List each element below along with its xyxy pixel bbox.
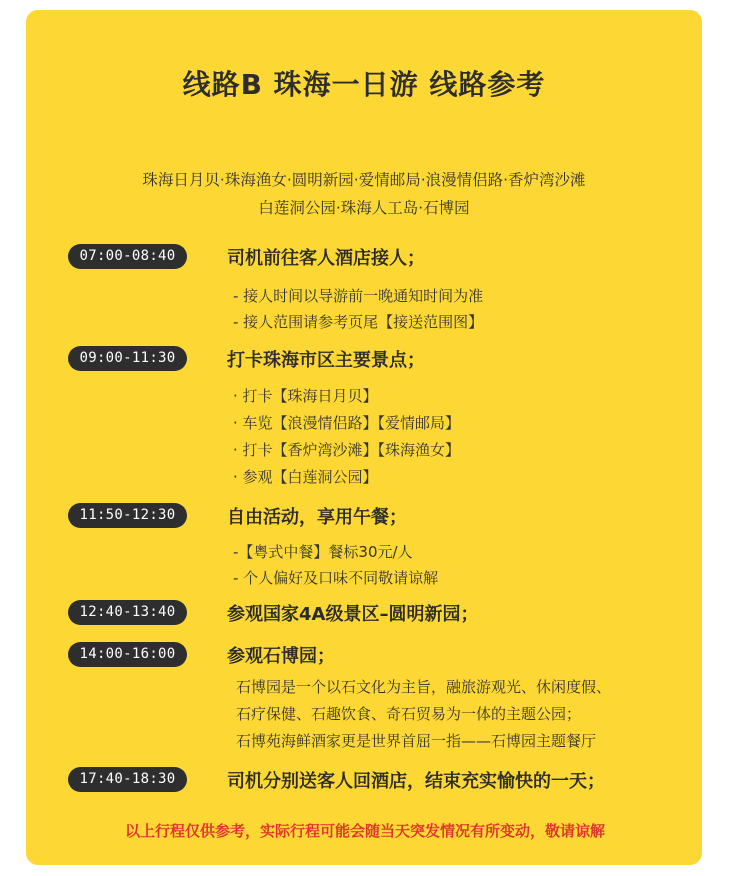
- schedule-heading: 参观国家4A级景区–圆明新园；: [227, 604, 479, 625]
- schedule-description: 石博园是一个以石文化为主旨，融旅游观光、休闲度假、: [236, 678, 612, 696]
- time-badge: 09:00-11:30: [68, 346, 187, 371]
- page-title: 线路B 珠海一日游 线路参考: [182, 68, 546, 101]
- schedule-item: · 打卡【香炉湾沙滩】【珠海渔女】: [233, 441, 461, 459]
- schedule-description: 石博苑海鲜酒家更是世界首屈一指——石博园主题餐厅: [236, 732, 597, 750]
- disclaimer-note: 以上行程仅供参考，实际行程可能会随当天突发情况有所变动，敬请谅解: [124, 822, 605, 840]
- schedule-item: - 个人偏好及口味不同敬请谅解: [233, 569, 439, 587]
- schedule-item: · 参观【白莲洞公园】: [233, 468, 378, 486]
- time-badge: 14:00-16:00: [68, 642, 187, 667]
- schedule-heading: 参观石博园；: [227, 646, 335, 667]
- attractions-line-2: 白莲洞公园·珠海人工岛·石博园: [258, 199, 470, 217]
- attractions-line-1: 珠海日月贝·珠海渔女·圆明新园·爱情邮局·浪漫情侣路·香炉湾沙滩: [142, 171, 586, 189]
- schedule-heading: 司机分别送客人回酒店，结束充实愉快的一天；: [227, 771, 605, 792]
- time-badge: 07:00-08:40: [68, 244, 187, 269]
- schedule-heading: 打卡珠海市区主要景点；: [227, 350, 425, 371]
- time-badge: 11:50-12:30: [68, 503, 187, 528]
- time-badge: 12:40-13:40: [68, 600, 187, 625]
- schedule-description: 石疗保健、石趣饮食、奇石贸易为一体的主题公园；: [236, 705, 582, 723]
- schedule-item: · 打卡【珠海日月贝】: [233, 387, 378, 405]
- schedule-item: -【粤式中餐】餐标30元/人: [233, 543, 413, 561]
- schedule-item: · 车览【浪漫情侣路】【爱情邮局】: [233, 414, 461, 432]
- schedule-heading: 自由活动，享用午餐；: [227, 507, 407, 528]
- schedule-heading: 司机前往客人酒店接人；: [227, 248, 425, 269]
- schedule-item: - 接人时间以导游前一晚通知时间为准: [233, 287, 484, 305]
- time-badge: 17:40-18:30: [68, 767, 187, 792]
- schedule-item: - 接人范围请参考页尾【接送范围图】: [233, 313, 484, 331]
